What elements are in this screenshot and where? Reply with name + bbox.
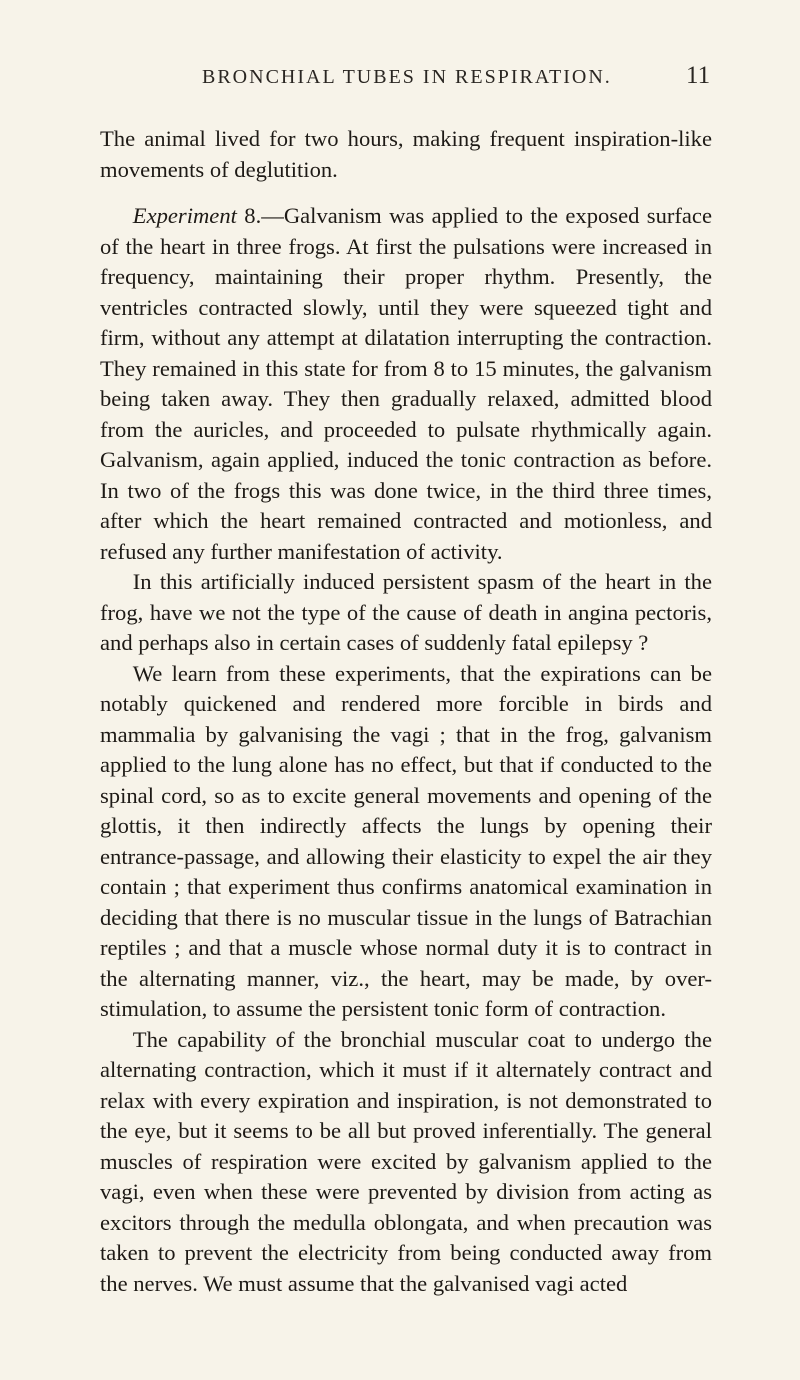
paragraph-experiment-8: [100, 201, 712, 567]
paragraph-text: 8.—Galvanism was applied to the exposed surface of the heart in three frogs. At first the pulsations were increased in frequency, maintaining their proper rhythm. Presently, the ventricles contracted slowly, until they were squeezed tight and firm, without any attempt at dilatation interrupting the contraction. They remained in this state for from 8 to 15 minutes, the galvanism being taken away. They then gradually relaxed, admitted blood from the auricles, and proceeded to pulsate rhythmically again. Galvanism, again applied, induced the tonic contraction as before. In two of the frogs this was done twice, in the third three times, after which the heart remained contracted and motionless, and refused any further manifestation of activity.: [100, 203, 712, 564]
paragraph-text: The capability of the bronchial muscular coat to undergo the alternating contraction, which it must if it alternately contract and relax with every expiration and inspiration, is not demonstrated to the eye, but it seems to be all but proved inferentially. The general muscles of respiration were excited by galvanism applied to the vagi, even when these were prevented by division from acting as excitors through the medulla oblongata, and when precaution was taken to prevent the electricity from being conducted away from the nerves. We must assume that the galvanised vagi acted: [100, 1026, 712, 1296]
running-head: [0, 62, 800, 96]
paragraph-text: In this artificially induced persistent spasm of the heart in the frog, have we not the type of the cause of death in angina pectoris, and perhaps also in certain cases of suddenly fatal epilepsy ?: [100, 569, 712, 655]
paragraph-animal-lived: [100, 124, 712, 185]
paragraph-text: The animal lived for two hours, making frequent inspiration-like movements of deglutition.: [100, 126, 712, 182]
paragraph-we-learn: [100, 659, 712, 1025]
paragraph-text: We learn from these experiments, that the expirations can be notably quickened and rendered more forcible in birds and mammalia by galvanising the vagi ; that in the frog, galvanism applied to the lung alone has no effect, but that if conducted to the spinal cord, so as to excite general movements and opening of the glottis, it then indirectly affects the lungs by opening their entrance-passage, and allowing their elasticity to expel the air they contain ; that experiment thus confirms anatomical examination in deciding that there is no muscular tissue in the lungs of Batrachian reptiles ; and that a muscle whose normal duty it is to contract in the alternating manner, viz., the heart, may be made, by over-stimulation, to assume the persistent tonic form of contraction.: [100, 660, 712, 1021]
running-title: BRONCHIAL TUBES IN RESPIRATION.: [202, 66, 612, 88]
page-number: 11: [686, 62, 711, 89]
paragraph-capability: [100, 1025, 712, 1300]
paragraph-spasm: [100, 567, 712, 659]
body-text: [100, 124, 712, 1299]
experiment-label: Experiment: [132, 203, 237, 228]
